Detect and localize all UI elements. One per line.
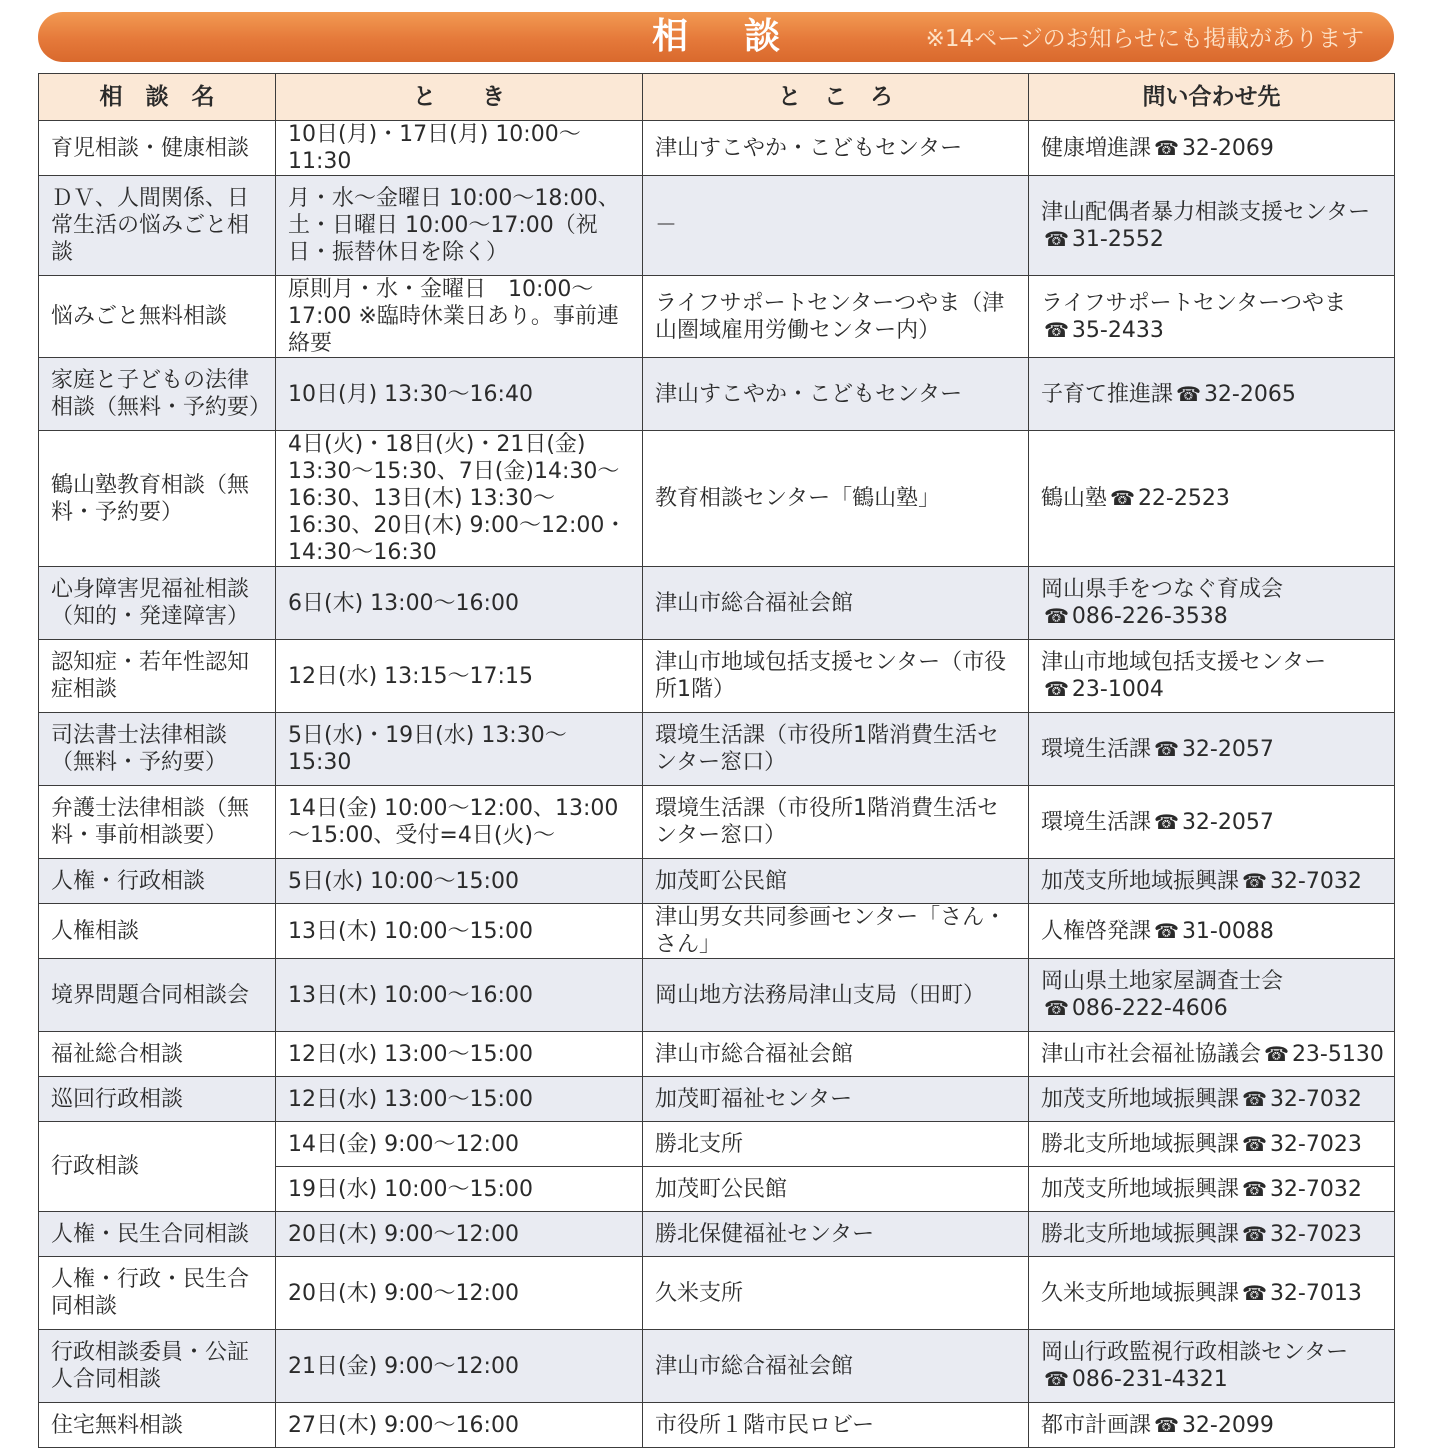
row-contact [1029,713,1395,786]
row-contact [1029,1122,1395,1167]
contact-name: 岡山行政監視行政相談センター [1041,1340,1349,1365]
contact-name: 津山配偶者暴力相談支援センター [1041,199,1371,225]
contact-name: 加茂支所地域振興課 [1041,868,1240,894]
contact-phone: 32-7032 [1269,1086,1362,1112]
row-time: 19日(水) 10:00～15:00 [276,1167,643,1212]
phone-icon: ☎ [1176,381,1201,406]
contact-phone: 32-2099 [1181,1412,1274,1438]
row-contact [1029,1403,1395,1448]
row-contact [1029,1330,1395,1403]
consultation-table [38,73,1395,1448]
table-row [39,1077,1395,1122]
phone-icon: ☎ [1154,736,1179,761]
row-place: 津山市総合福祉会館 [643,1032,1029,1077]
row-contact [1029,1167,1395,1212]
table-row [39,1122,1395,1167]
row-time: 10日(月) 13:30～16:40 [276,358,643,431]
row-place: 岡山地方法務局津山支局（田町） [643,959,1029,1032]
phone-icon: ☎ [1242,868,1267,893]
section-banner [38,12,1394,62]
phone-icon: ☎ [1110,486,1135,510]
phone-icon: ☎ [1242,1176,1267,1201]
row-name: 人権・行政相談 [39,859,276,904]
row-place: 津山すこやか・こどもセンター [643,121,1029,176]
contact-name: 鶴山塾 [1041,486,1108,511]
section-note: ※14ページのお知らせにも掲載があります [925,26,1364,52]
table-row [39,176,1395,276]
row-time: 10日(月)・17日(月) 10:00～11:30 [276,121,643,176]
row-time: 5日(水)・19日(水) 13:30～15:30 [276,713,643,786]
contact-name: 子育て推進課 [1041,381,1174,407]
row-time: 12日(水) 13:00～15:00 [276,1032,643,1077]
contact-phone: 32-2057 [1181,809,1274,835]
phone-icon: ☎ [1242,1086,1267,1111]
row-place: 津山市総合福祉会館 [643,1330,1029,1403]
phone-icon: ☎ [1154,918,1179,943]
contact-phone: 086-222-4606 [1071,996,1228,1021]
phone-icon: ☎ [1044,226,1069,251]
row-time: 13日(木) 10:00～15:00 [276,904,643,959]
row-time: 12日(水) 13:00～15:00 [276,1077,643,1122]
row-contact [1029,567,1395,640]
contact-name: 健康増進課 [1041,135,1152,161]
row-contact [1029,358,1395,431]
table-row [39,358,1395,431]
contact-name: 久米支所地域振興課 [1041,1280,1240,1306]
row-place: － [643,176,1029,276]
table-row [39,713,1395,786]
header-place: と こ ろ [643,74,1029,121]
phone-icon: ☎ [1154,1412,1179,1437]
row-name: 司法書士法律相談（無料・予約要） [39,713,276,786]
row-contact [1029,1257,1395,1330]
row-time: 27日(木) 9:00～16:00 [276,1403,643,1448]
row-name: 福祉総合相談 [39,1032,276,1077]
phone-icon: ☎ [1044,677,1069,701]
row-name: 行政相談委員・公証人合同相談 [39,1330,276,1403]
table-header-row [39,74,1395,121]
contact-phone: 32-2069 [1181,135,1274,161]
row-contact [1029,1212,1395,1257]
row-name: 人権・行政・民生合同相談 [39,1257,276,1330]
contact-phone: 23-1004 [1071,677,1164,702]
header-time: と き [276,74,643,121]
table-row [39,121,1395,176]
row-name: 境界問題合同相談会 [39,959,276,1032]
row-contact [1029,276,1395,358]
phone-icon: ☎ [1242,1280,1267,1305]
row-contact [1029,1032,1395,1077]
contact-phone: 35-2433 [1071,317,1164,343]
table-row [39,786,1395,859]
table-row [39,276,1395,358]
row-time: 月・水～金曜日 10:00～18:00、土・日曜日 10:00～17:00（祝日・振替休日を除く） [276,176,643,276]
phone-icon: ☎ [1044,604,1069,628]
contact-phone: 32-2057 [1181,736,1274,762]
row-place: 教育相談センター「鶴山塾」 [643,431,1029,567]
table-row [39,959,1395,1032]
contact-phone: 32-7032 [1269,868,1362,894]
table-row [39,859,1395,904]
table-row [39,567,1395,640]
contact-phone: 32-2065 [1203,381,1296,407]
contact-phone: 32-7023 [1269,1221,1362,1247]
row-time: 12日(水) 13:15～17:15 [276,640,643,713]
contact-phone: 32-7013 [1269,1280,1362,1306]
phone-icon: ☎ [1154,135,1179,160]
table-row [39,904,1395,959]
row-contact [1029,786,1395,859]
row-name: 巡回行政相談 [39,1077,276,1122]
row-place: 津山市地域包括支援センター（市役所1階） [643,640,1029,713]
row-name: 人権相談 [39,904,276,959]
table-row [39,1403,1395,1448]
contact-name: 加茂支所地域振興課 [1041,1176,1240,1202]
row-time: 4日(火)・18日(火)・21日(金) 13:30～15:30、7日(金)14:30～16:30、13日(木) 13:30～16:30、20日(木) 9:00～12:00・14:30～16:30 [276,431,643,567]
phone-icon: ☎ [1242,1221,1267,1246]
row-name: 人権・民生合同相談 [39,1212,276,1257]
contact-name: 都市計画課 [1041,1412,1152,1438]
row-contact [1029,121,1395,176]
contact-name: 岡山県手をつなぐ育成会 [1041,577,1284,602]
row-place: 津山市総合福祉会館 [643,567,1029,640]
contact-name: 勝北支所地域振興課 [1041,1221,1240,1247]
row-place: 環境生活課（市役所1階消費生活センター窓口） [643,786,1029,859]
contact-phone: 32-7032 [1269,1176,1362,1202]
table-row [39,1330,1395,1403]
row-time: 5日(水) 10:00～15:00 [276,859,643,904]
row-time: 20日(木) 9:00～12:00 [276,1257,643,1330]
header-contact: 問い合わせ先 [1029,74,1395,121]
row-place: 津山男女共同参画センター「さん・さん」 [643,904,1029,959]
row-name: 弁護士法律相談（無料・事前相談要） [39,786,276,859]
table-row [39,640,1395,713]
row-place: 環境生活課（市役所1階消費生活センター窓口） [643,713,1029,786]
contact-name: 環境生活課 [1041,809,1152,835]
contact-phone: 086-226-3538 [1071,604,1228,629]
phone-icon: ☎ [1154,809,1179,834]
row-place: 勝北支所 [643,1122,1029,1167]
phone-icon: ☎ [1044,996,1069,1020]
contact-name: 岡山県土地家屋調査士会 [1041,969,1284,994]
row-contact [1029,959,1395,1032]
phone-icon: ☎ [1044,1367,1069,1391]
contact-phone: 22-2523 [1137,486,1230,511]
row-contact [1029,1077,1395,1122]
row-name: 家庭と子どもの法律相談（無料・予約要） [39,358,276,431]
contact-phone: 31-2552 [1071,226,1164,252]
contact-name: 津山市社会福祉協議会 [1041,1041,1262,1067]
row-contact [1029,431,1395,567]
row-time: 14日(金) 10:00～12:00、13:00～15:00、受付=4日(火)～ [276,786,643,859]
contact-name: 人権啓発課 [1041,918,1152,944]
contact-phone: 086-231-4321 [1071,1367,1228,1392]
row-name: 認知症・若年性認知症相談 [39,640,276,713]
table-row [39,431,1395,567]
table-row [39,1212,1395,1257]
table-row [39,1032,1395,1077]
row-time: 21日(金) 9:00～12:00 [276,1330,643,1403]
section-title: 相談 [651,16,836,57]
row-name: ＤＶ、人間関係、日常生活の悩みごと相談 [39,176,276,276]
row-name: 心身障害児福祉相談（知的・発達障害） [39,567,276,640]
row-name: 育児相談・健康相談 [39,121,276,176]
row-place: 加茂町公民館 [643,859,1029,904]
row-name: 鶴山塾教育相談（無料・予約要） [39,431,276,567]
contact-phone: 23-5130 [1291,1041,1384,1067]
row-time: 6日(木) 13:00～16:00 [276,567,643,640]
row-name: 行政相談 [39,1122,276,1212]
row-contact [1029,904,1395,959]
row-place: 加茂町福祉センター [643,1077,1029,1122]
phone-icon: ☎ [1264,1041,1289,1066]
row-place: 勝北保健福祉センター [643,1212,1029,1257]
row-place: 加茂町公民館 [643,1167,1029,1212]
contact-phone: 32-7023 [1269,1131,1362,1157]
row-name: 住宅無料相談 [39,1403,276,1448]
row-place: 久米支所 [643,1257,1029,1330]
row-place: 市役所１階市民ロビー [643,1403,1029,1448]
row-place: 津山すこやか・こどもセンター [643,358,1029,431]
row-place: ライフサポートセンターつやま（津山圏域雇用労働センター内） [643,276,1029,358]
contact-name: 加茂支所地域振興課 [1041,1086,1240,1112]
row-time: 13日(木) 10:00～16:00 [276,959,643,1032]
contact-name: ライフサポートセンターつやま [1041,290,1347,316]
contact-phone: 31-0088 [1181,918,1274,944]
table-row [39,1257,1395,1330]
row-contact [1029,640,1395,713]
contact-name: 勝北支所地域振興課 [1041,1131,1240,1157]
header-name: 相 談 名 [39,74,276,121]
phone-icon: ☎ [1242,1131,1267,1156]
row-time: 20日(木) 9:00～12:00 [276,1212,643,1257]
contact-name: 環境生活課 [1041,736,1152,762]
row-time: 原則月・水・金曜日 10:00～17:00 ※臨時休業日あり。事前連絡要 [276,276,643,358]
phone-icon: ☎ [1044,317,1069,342]
row-name: 悩みごと無料相談 [39,276,276,358]
row-time: 14日(金) 9:00～12:00 [276,1122,643,1167]
row-contact [1029,176,1395,276]
row-contact [1029,859,1395,904]
contact-name: 津山市地域包括支援センター [1041,650,1327,675]
